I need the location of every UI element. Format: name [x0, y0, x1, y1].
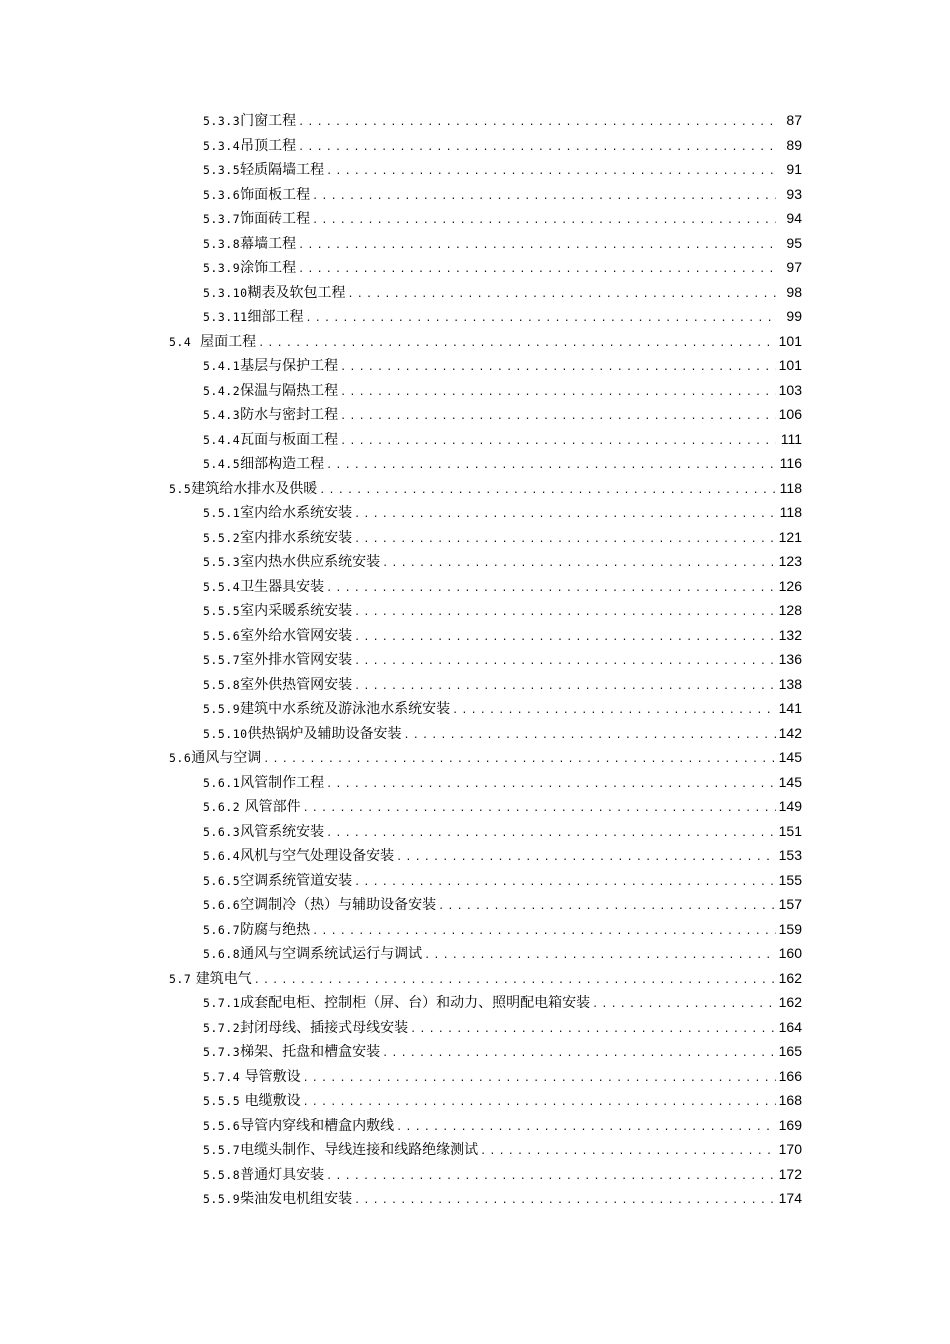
toc-entry-line — [203, 502, 802, 522]
toc-section-number: 5.3.5 — [203, 163, 241, 178]
toc-page-number: 141 — [778, 700, 802, 717]
toc-entry[interactable] — [0, 1113, 950, 1138]
toc-section-title: 基层与保护工程 — [240, 358, 339, 375]
toc-section-number: 5.3.4 — [203, 138, 241, 153]
toc-page-number: 160 — [778, 945, 802, 962]
toc-page-number: 116 — [779, 455, 802, 472]
toc-section-title: 封闭母线、插接式母线安装 — [240, 1019, 409, 1036]
toc-section-number: 5.3.8 — [203, 236, 241, 251]
toc-entry[interactable] — [0, 476, 950, 501]
toc-section-title: 室内排水系统安装 — [240, 529, 353, 546]
toc-section-title: 导管敷设 — [240, 1068, 301, 1085]
toc-entry[interactable] — [0, 108, 950, 133]
toc-page-number: 169 — [778, 1116, 802, 1133]
toc-entry-line — [203, 674, 802, 694]
toc-page-number: 93 — [786, 185, 802, 202]
toc-entry-line — [169, 478, 802, 498]
toc-page-number: 118 — [779, 479, 802, 496]
toc-entry[interactable] — [0, 525, 950, 550]
toc-entry[interactable] — [0, 255, 950, 280]
toc-dot-leader — [298, 142, 776, 153]
toc-section-number: 5.5.4 — [203, 579, 241, 594]
toc-entry-line — [203, 257, 802, 277]
toc-page-number: 157 — [778, 896, 802, 913]
toc-section-title: 通风与空调系统试运行与调试 — [240, 946, 423, 963]
toc-section-title: 导管内穿线和槽盒内敷线 — [240, 1117, 395, 1134]
toc-entry[interactable] — [0, 1162, 950, 1187]
toc-section-title: 室内给水系统安装 — [240, 505, 353, 522]
toc-entry-line — [203, 1066, 802, 1086]
toc-page-number: 162 — [778, 969, 802, 986]
toc-section-number: 5.5.9 — [203, 702, 241, 717]
toc-entry-line — [203, 600, 802, 620]
toc-entry[interactable] — [0, 231, 950, 256]
toc-entry-line — [203, 796, 802, 816]
toc-section-title: 防腐与绝热 — [240, 921, 311, 938]
toc-entry[interactable] — [0, 1015, 950, 1040]
toc-page-number: 165 — [778, 1043, 802, 1060]
toc-section-title: 细部构造工程 — [240, 456, 325, 473]
toc-entry[interactable] — [0, 598, 950, 623]
toc-dot-leader — [312, 191, 776, 202]
toc-entry[interactable] — [0, 206, 950, 231]
toc-page-number: 136 — [778, 651, 802, 668]
toc-section-number: 5.5.5 — [203, 1094, 241, 1109]
toc-section-title: 风机与空气处理设备安装 — [240, 848, 395, 865]
toc-dot-leader — [396, 1122, 776, 1133]
toc-entry[interactable] — [0, 917, 950, 942]
toc-section-title: 门窗工程 — [240, 113, 297, 130]
toc-dot-leader — [326, 460, 776, 471]
toc-entry-line — [203, 306, 802, 326]
toc-section-number: 5.6.8 — [203, 947, 241, 962]
toc-section-number: 5.6.4 — [203, 849, 241, 864]
toc-page-number: 162 — [778, 994, 802, 1011]
toc-entry[interactable] — [0, 1137, 950, 1162]
toc-page-number: 106 — [778, 406, 802, 423]
toc-section-title: 涂饰工程 — [240, 260, 297, 277]
toc-dot-leader — [354, 656, 776, 667]
toc-entry-line — [203, 992, 802, 1012]
toc-entry[interactable] — [0, 280, 950, 305]
toc-section-number: 5.3.9 — [203, 261, 241, 276]
toc-page-number: 101 — [778, 357, 802, 374]
toc-dot-leader — [340, 411, 776, 422]
toc-page-number: 103 — [778, 381, 802, 398]
toc-entry[interactable] — [0, 500, 950, 525]
toc-page-number: 126 — [778, 577, 802, 594]
toc-section-number: 5.5.9 — [203, 1192, 241, 1207]
toc-section-number: 5.5.2 — [203, 530, 241, 545]
toc-page-number: 138 — [778, 675, 802, 692]
toc-section-number: 5.4.3 — [203, 408, 241, 423]
toc-dot-leader — [404, 730, 776, 741]
toc-section-number: 5.7.1 — [203, 996, 241, 1011]
toc-section-title: 普通灯具安装 — [240, 1166, 325, 1183]
toc-dot-leader — [348, 289, 776, 300]
toc-entry-line — [203, 625, 802, 645]
toc-entry[interactable] — [0, 868, 950, 893]
toc-section-number: 5.3.6 — [203, 187, 241, 202]
toc-entry[interactable] — [0, 353, 950, 378]
toc-page-number: 99 — [786, 308, 802, 325]
toc-section-title: 保温与隔热工程 — [240, 382, 339, 399]
toc-entry-line — [203, 649, 802, 669]
toc-section-title: 屋面工程 — [191, 333, 257, 350]
toc-section-title: 糊表及软包工程 — [247, 284, 346, 301]
toc-entry[interactable] — [0, 990, 950, 1015]
toc-section-title: 建筑中水系统及游泳池水系统安装 — [240, 701, 451, 718]
toc-page-number: 153 — [778, 847, 802, 864]
toc-entry-line — [203, 527, 802, 547]
toc-dot-leader — [303, 1073, 776, 1084]
toc-section-number: 5.6.1 — [203, 775, 241, 790]
toc-section-title: 室外排水管网安装 — [240, 652, 353, 669]
toc-section-number: 5.6.7 — [203, 922, 241, 937]
toc-page-number: 170 — [778, 1141, 802, 1158]
toc-dot-leader — [382, 1048, 776, 1059]
toc-section-number: 5.5.6 — [203, 1118, 241, 1133]
toc-section-title: 室内热水供应系统安装 — [240, 554, 381, 571]
toc-entry[interactable] — [0, 745, 950, 770]
toc-entry-line — [203, 110, 802, 130]
toc-entry[interactable] — [0, 770, 950, 795]
toc-dot-leader — [303, 1097, 776, 1108]
toc-entry-line — [203, 1115, 802, 1135]
toc-dot-leader — [340, 387, 776, 398]
toc-dot-leader — [312, 215, 776, 226]
toc-entry[interactable] — [0, 402, 950, 427]
toc-entry-line — [203, 429, 802, 449]
toc-section-title: 电缆头制作、导线连接和线路绝缘测试 — [240, 1142, 479, 1159]
toc-section-title: 柴油发电机组安装 — [240, 1191, 353, 1208]
toc-entry-line — [203, 894, 802, 914]
toc-dot-leader — [592, 999, 776, 1010]
toc-page-number: 101 — [778, 332, 802, 349]
toc-page-number: 98 — [786, 283, 802, 300]
toc-entry-line — [203, 723, 802, 743]
table-of-contents — [0, 108, 950, 1211]
toc-entry[interactable] — [0, 1088, 950, 1113]
toc-section-number: 5.3.10 — [203, 285, 248, 300]
toc-entry-line — [169, 331, 802, 351]
toc-section-number: 5.4.4 — [203, 432, 241, 447]
toc-page-number: 123 — [778, 553, 802, 570]
toc-section-title: 电缆敷设 — [240, 1093, 301, 1110]
toc-dot-leader — [298, 264, 776, 275]
toc-dot-leader — [263, 754, 776, 765]
toc-dot-leader — [340, 362, 776, 373]
toc-section-number: 5.6.2 — [203, 800, 241, 815]
toc-entry-line — [169, 747, 802, 767]
toc-section-title: 室外供热管网安装 — [240, 676, 353, 693]
toc-section-number: 5.3.11 — [203, 310, 248, 325]
toc-entry[interactable] — [0, 1064, 950, 1089]
toc-section-number: 5.7.4 — [203, 1069, 241, 1084]
toc-page-number: 142 — [778, 724, 802, 741]
toc-dot-leader — [312, 926, 776, 937]
toc-section-number: 5.7.2 — [203, 1020, 241, 1035]
toc-entry-line — [203, 943, 802, 963]
toc-section-number: 5.5.7 — [203, 1143, 241, 1158]
toc-entry-line — [203, 919, 802, 939]
toc-section-number: 5.3.7 — [203, 212, 241, 227]
toc-section-title: 室外给水管网安装 — [240, 627, 353, 644]
toc-page-number: 121 — [778, 528, 802, 545]
toc-page-number: 174 — [778, 1190, 802, 1207]
toc-page-number: 145 — [778, 773, 802, 790]
toc-entry[interactable] — [0, 1186, 950, 1211]
toc-section-title: 瓦面与板面工程 — [240, 431, 339, 448]
toc-section-number: 5.5.1 — [203, 506, 241, 521]
toc-page-number: 95 — [786, 234, 802, 251]
toc-section-title: 饰面板工程 — [240, 186, 311, 203]
toc-section-number: 5.4.2 — [203, 383, 241, 398]
toc-entry-line — [203, 282, 802, 302]
toc-entry[interactable] — [0, 696, 950, 721]
toc-section-number: 5.5.6 — [203, 628, 241, 643]
toc-entry[interactable] — [0, 941, 950, 966]
toc-page-number: 89 — [786, 136, 802, 153]
toc-entry-line — [203, 1139, 802, 1159]
toc-section-title: 梯架、托盘和槽盒安装 — [240, 1044, 381, 1061]
toc-section-number: 5.3.3 — [203, 114, 241, 129]
toc-entry-line — [203, 845, 802, 865]
toc-entry[interactable] — [0, 721, 950, 746]
toc-section-number: 5.6.3 — [203, 824, 241, 839]
toc-dot-leader — [319, 485, 776, 496]
toc-entry-line — [203, 453, 802, 473]
toc-dot-leader — [452, 705, 776, 716]
toc-entry-line — [203, 1041, 802, 1061]
toc-dot-leader — [410, 1024, 776, 1035]
toc-section-title: 空调系统管道安装 — [240, 872, 353, 889]
toc-section-title: 供热锅炉及辅助设备安装 — [247, 725, 402, 742]
toc-entry-line — [203, 1017, 802, 1037]
toc-entry[interactable] — [0, 133, 950, 158]
toc-section-title: 细部工程 — [247, 309, 304, 326]
toc-entry-line — [203, 380, 802, 400]
toc-section-title: 建筑给水排水及供暖 — [191, 480, 318, 497]
toc-page-number: 155 — [778, 871, 802, 888]
toc-entry-line — [169, 968, 802, 988]
toc-section-number: 5.7 — [169, 971, 192, 986]
toc-entry[interactable] — [0, 329, 950, 354]
toc-dot-leader — [424, 950, 776, 961]
toc-entry[interactable] — [0, 843, 950, 868]
toc-section-number: 5.5.8 — [203, 677, 241, 692]
toc-section-title: 建筑电气 — [191, 970, 252, 987]
toc-section-number: 5.5.10 — [203, 726, 248, 741]
toc-section-title: 成套配电柜、控制柜（屏、台）和动力、照明配电箱安装 — [240, 995, 591, 1012]
toc-dot-leader — [354, 509, 776, 520]
toc-section-number: 5.4 — [169, 334, 192, 349]
toc-entry[interactable] — [0, 451, 950, 476]
toc-section-number: 5.5.8 — [203, 1167, 241, 1182]
toc-section-number: 5.4.1 — [203, 359, 241, 374]
toc-page-number: 164 — [778, 1018, 802, 1035]
toc-entry-line — [203, 159, 802, 179]
toc-dot-leader — [298, 240, 776, 251]
toc-entry[interactable] — [0, 427, 950, 452]
toc-section-title: 饰面砖工程 — [240, 211, 311, 228]
toc-page-number: 145 — [778, 749, 802, 766]
toc-section-number: 5.5.3 — [203, 555, 241, 570]
toc-section-number: 5.6 — [169, 751, 192, 766]
toc-section-title: 卫生器具安装 — [240, 578, 325, 595]
toc-dot-leader — [326, 1171, 776, 1182]
toc-section-number: 5.5.7 — [203, 653, 241, 668]
toc-page-number: 118 — [779, 504, 802, 521]
toc-entry[interactable] — [0, 819, 950, 844]
toc-entry[interactable] — [0, 378, 950, 403]
toc-section-title: 室内采暖系统安装 — [240, 603, 353, 620]
toc-page-number: 159 — [778, 920, 802, 937]
toc-section-title: 空调制冷（热）与辅助设备安装 — [240, 897, 437, 914]
toc-dot-leader — [382, 558, 776, 569]
toc-entry-line — [203, 772, 802, 792]
toc-entry[interactable] — [0, 966, 950, 991]
toc-entry-line — [203, 184, 802, 204]
toc-page-number: 172 — [778, 1165, 802, 1182]
toc-page-number: 128 — [778, 602, 802, 619]
toc-entry-line — [203, 135, 802, 155]
toc-section-title: 吊顶工程 — [240, 137, 297, 154]
toc-entry[interactable] — [0, 182, 950, 207]
toc-page-number: 149 — [778, 798, 802, 815]
toc-section-number: 5.6.5 — [203, 873, 241, 888]
toc-page-number: 168 — [778, 1092, 802, 1109]
toc-entry-line — [203, 551, 802, 571]
toc-entry[interactable] — [0, 1039, 950, 1064]
toc-page-number: 91 — [786, 161, 802, 178]
toc-section-title: 风管系统安装 — [240, 823, 325, 840]
toc-dot-leader — [258, 338, 776, 349]
toc-entry[interactable] — [0, 157, 950, 182]
toc-page-number: 97 — [786, 259, 802, 276]
toc-section-number: 5.5.5 — [203, 604, 241, 619]
toc-entry-line — [203, 1090, 802, 1110]
toc-entry[interactable] — [0, 623, 950, 648]
toc-section-title: 幕墙工程 — [240, 235, 297, 252]
toc-entry[interactable] — [0, 892, 950, 917]
toc-page-number: 151 — [778, 822, 802, 839]
toc-page-number: 111 — [780, 430, 802, 447]
toc-entry[interactable] — [0, 549, 950, 574]
toc-entry-line — [203, 870, 802, 890]
toc-entry[interactable] — [0, 672, 950, 697]
toc-page-number: 132 — [778, 626, 802, 643]
toc-dot-leader — [480, 1146, 776, 1157]
toc-dot-leader — [354, 607, 776, 618]
toc-dot-leader — [354, 534, 776, 545]
toc-page-number: 87 — [786, 112, 802, 129]
toc-dot-leader — [438, 901, 776, 912]
toc-dot-leader — [298, 117, 776, 128]
toc-dot-leader — [326, 828, 776, 839]
toc-entry[interactable] — [0, 304, 950, 329]
toc-entry-line — [203, 821, 802, 841]
toc-entry-line — [203, 208, 802, 228]
toc-section-title: 防水与密封工程 — [240, 407, 339, 424]
toc-entry-line — [203, 1188, 802, 1208]
toc-section-title: 通风与空调 — [191, 750, 262, 767]
toc-entry-line — [203, 233, 802, 253]
toc-section-number: 5.4.5 — [203, 457, 241, 472]
toc-dot-leader — [340, 436, 776, 447]
toc-section-number: 5.6.6 — [203, 898, 241, 913]
toc-section-number: 5.5 — [169, 481, 192, 496]
toc-section-title: 轻质隔墙工程 — [240, 162, 325, 179]
toc-dot-leader — [326, 583, 776, 594]
toc-entry[interactable] — [0, 647, 950, 672]
toc-dot-leader — [254, 975, 776, 986]
toc-dot-leader — [354, 632, 776, 643]
toc-dot-leader — [354, 681, 776, 692]
toc-entry-line — [203, 576, 802, 596]
toc-page-number: 166 — [778, 1067, 802, 1084]
toc-dot-leader — [354, 877, 776, 888]
toc-dot-leader — [326, 779, 776, 790]
toc-dot-leader — [326, 166, 776, 177]
toc-dot-leader — [306, 313, 776, 324]
toc-entry[interactable] — [0, 794, 950, 819]
toc-section-number: 5.7.3 — [203, 1045, 241, 1060]
toc-entry[interactable] — [0, 574, 950, 599]
toc-dot-leader — [303, 803, 776, 814]
toc-dot-leader — [354, 1195, 776, 1206]
toc-entry-line — [203, 355, 802, 375]
toc-section-title: 风管部件 — [240, 799, 301, 816]
toc-entry-line — [203, 1164, 802, 1184]
toc-section-title: 风管制作工程 — [240, 774, 325, 791]
toc-entry-line — [203, 698, 802, 718]
toc-entry-line — [203, 404, 802, 424]
toc-page-number: 94 — [786, 210, 802, 227]
toc-dot-leader — [396, 852, 776, 863]
